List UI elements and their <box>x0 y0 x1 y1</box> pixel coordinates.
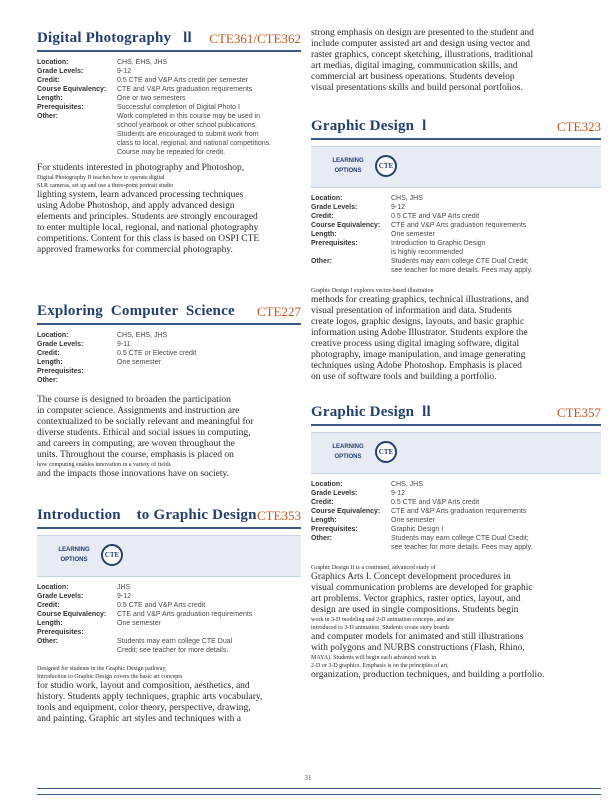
description-line: to enter multiple local, regional, and national photography <box>37 223 259 233</box>
detail-row <box>37 331 301 340</box>
detail-value-line: CTE and V&P Arts graduation requirements <box>391 508 527 515</box>
page-number: 31 <box>304 774 312 782</box>
detail-row <box>37 85 301 94</box>
detail-value-line: Students may earn college CTE Dual Credit; <box>391 258 529 265</box>
detail-row <box>311 516 601 525</box>
detail-row <box>37 58 301 67</box>
detail-value <box>391 239 486 257</box>
detail-value <box>117 76 248 85</box>
detail-value <box>117 67 131 76</box>
description-line: SLR cameras, set up and use a three-point portrait studio <box>37 183 174 189</box>
detail-row <box>37 601 301 610</box>
description-line: approved frameworks for commercial photography. <box>37 245 233 255</box>
detail-value <box>391 194 423 203</box>
detail-label: Location: <box>37 332 69 339</box>
detail-value-line: CHS, JHS <box>391 481 423 488</box>
detail-row <box>37 619 301 628</box>
description-line: introduced to 3-D animation. Students create story boards <box>311 625 450 631</box>
detail-label: Course Equivalency: <box>311 508 381 515</box>
course-title: Digital Photography ll <box>37 30 192 46</box>
detail-row <box>37 583 301 592</box>
description-line: techniques using Adobe Photoshop. Emphasis is placed <box>311 361 522 371</box>
detail-row <box>311 194 601 203</box>
detail-label: Other: <box>37 638 58 645</box>
detail-row <box>311 221 601 230</box>
course-graphic-design-2 <box>311 398 601 681</box>
detail-row <box>311 534 601 552</box>
detail-value-line: school yearbook or other school publications. <box>117 122 258 129</box>
learning-options-box <box>311 146 601 188</box>
description-line: information using Adobe Illustrator. Students explore the <box>311 328 528 338</box>
description-line: Graphic Design I explores vector-based illustration <box>311 288 434 294</box>
description-line: include computer assisted art and design using vector and <box>311 39 530 49</box>
description-line: For students interested in photography and Photoshop, <box>37 163 245 173</box>
description-line: Graphics Arts I. Concept development procedures in <box>311 572 511 582</box>
detail-value-line: Students may earn college CTE Dual Credit; <box>391 535 529 542</box>
course-code: CTE227 <box>256 304 301 319</box>
course-details <box>311 480 601 552</box>
detail-value <box>117 349 196 358</box>
detail-value <box>391 203 405 212</box>
description-line: Digital Photography II teaches how to operate digital <box>37 175 165 181</box>
detail-value-line: CTE and V&P Arts graduation requirements <box>117 611 253 618</box>
course-digital-photography-2 <box>37 24 301 256</box>
detail-row <box>37 637 301 655</box>
detail-label: Course Equivalency: <box>37 86 107 93</box>
description-line: creative process using digital imaging software, digital <box>311 339 520 349</box>
detail-row <box>37 376 301 385</box>
course-description <box>311 564 601 681</box>
detail-value-line: Work completed in this course may be used in <box>117 113 261 120</box>
detail-label: Credit: <box>37 350 60 357</box>
course-details <box>37 58 301 157</box>
detail-value <box>117 583 130 592</box>
detail-row <box>311 230 601 239</box>
detail-value-line: 0.5 CTE and V&P Arts credit <box>117 602 206 609</box>
detail-value-line: One semester <box>117 359 161 366</box>
course-code: CTE361/CTE362 <box>209 31 301 46</box>
detail-label: Grade Levels: <box>311 490 358 497</box>
course-header <box>37 24 301 52</box>
description-line: and painting. Graphic art styles and techniques with a <box>37 714 241 724</box>
course-code: CTE323 <box>556 119 601 134</box>
detail-label: Grade Levels: <box>37 341 84 348</box>
detail-label: Credit: <box>37 602 60 609</box>
detail-row <box>37 367 301 376</box>
description-line: art medias, digital imaging, communication skills, and <box>311 61 518 71</box>
description-line: history. Students apply techniques, graphic arts vocabulary, <box>37 692 263 702</box>
detail-value <box>391 516 435 525</box>
description-line: Designed for students in the Graphic Design pathway, <box>37 666 167 672</box>
detail-row <box>311 203 601 212</box>
detail-value-line: see teacher for more details. Fees may apply. <box>391 544 533 551</box>
detail-row <box>37 76 301 85</box>
detail-value <box>391 534 533 552</box>
detail-row <box>37 112 301 157</box>
learning-options-label: LEARNING OPTIONS <box>58 547 90 564</box>
detail-label: Length: <box>311 517 337 524</box>
detail-value-line: One or two semesters <box>117 95 186 102</box>
detail-value <box>117 103 240 112</box>
detail-label: Length: <box>37 359 63 366</box>
detail-value-line: is highly recommended <box>391 249 463 256</box>
learning-options-label: LEARNING OPTIONS <box>332 158 364 175</box>
description-line: using Adobe Photoshop, and apply advanced design <box>37 201 235 211</box>
detail-row <box>37 67 301 76</box>
detail-label: Prerequisites: <box>37 629 84 636</box>
description-line: 2-D or 3-D graphics. Emphasis is on the principles of art, <box>311 663 449 669</box>
detail-label: Other: <box>311 535 332 542</box>
detail-label: Prerequisites: <box>37 104 84 111</box>
course-code: CTE353 <box>256 508 301 523</box>
detail-label: Other: <box>37 377 58 384</box>
detail-value <box>117 610 252 619</box>
detail-value-line: 9-12 <box>117 593 132 600</box>
detail-value-line: 0.5 CTE and V&P Arts credit per semester <box>117 77 248 84</box>
detail-label: Length: <box>37 620 63 627</box>
detail-value <box>391 230 435 239</box>
description-line: create logos, graphic designs, layouts, and basic graphic <box>311 317 525 327</box>
detail-label: Location: <box>37 584 69 591</box>
detail-value-line: Students may earn college CTE Dual <box>117 638 233 645</box>
description-line: MAYA). Students will begin each advanced work in <box>311 655 437 661</box>
course-code: CTE357 <box>556 405 601 420</box>
detail-label: Grade Levels: <box>311 204 358 211</box>
detail-value <box>391 480 423 489</box>
detail-value <box>117 58 167 67</box>
detail-value-line: Students are encouraged to submit work from <box>117 131 259 138</box>
detail-row <box>37 340 301 349</box>
detail-value <box>117 592 131 601</box>
course-intro-graphic-design <box>37 501 301 725</box>
detail-value <box>117 112 271 157</box>
description-line: raster graphics, concept sketching, illustrations, traditional <box>311 50 534 60</box>
detail-row <box>311 489 601 498</box>
detail-row <box>37 349 301 358</box>
detail-value-line: 9-12 <box>391 204 406 211</box>
course-title: Introduction to Graphic Design <box>37 507 257 523</box>
learning-options-box <box>311 432 601 474</box>
description-line: how computing enables innovation in a variety of fields <box>37 462 171 468</box>
detail-value <box>391 212 479 221</box>
detail-value <box>117 331 167 340</box>
detail-row <box>37 628 301 637</box>
detail-label: Course Equivalency: <box>37 611 107 618</box>
learning-options-label: LEARNING OPTIONS <box>332 444 364 461</box>
detail-label: Grade Levels: <box>37 593 84 600</box>
detail-value-line: Course may be repeated for credit. <box>117 149 226 156</box>
description-line: visual presentations skills and build personal portfolios. <box>311 83 523 93</box>
detail-value-line: One semester <box>391 231 435 238</box>
detail-label: Course Equivalency: <box>311 222 381 229</box>
detail-value-line: 9-12 <box>117 68 132 75</box>
detail-label: Length: <box>37 95 63 102</box>
course-title: Graphic Design l <box>311 118 427 134</box>
description-line: strong emphasis on design are presented to the student and <box>311 28 534 38</box>
course-description <box>311 28 601 94</box>
description-line: elements and principles. Students are strongly encouraged <box>37 212 258 222</box>
course-intro-graphic-design-continued <box>311 28 601 94</box>
detail-value <box>391 507 526 516</box>
detail-value <box>391 525 443 534</box>
detail-value-line: Introduction to Graphic Design <box>391 240 486 247</box>
detail-row <box>311 212 601 221</box>
description-line: tools and equipment, color theory, perspective, drawing, <box>37 703 251 713</box>
description-line: art problems. Vector graphics, raster optics, layout, and <box>311 594 521 604</box>
description-line: The course is designed to broaden the participation <box>37 395 231 405</box>
description-line: photography, image manipulation, and image generating <box>311 350 526 360</box>
detail-row <box>37 103 301 112</box>
detail-label: Prerequisites: <box>311 526 358 533</box>
learning-options-box <box>37 535 301 577</box>
course-details <box>311 194 601 275</box>
detail-value-line: 9-12 <box>391 490 406 497</box>
description-line: and careers in computing, are woven throughout the <box>37 439 235 449</box>
description-line: in computer science. Assignments and instruction are <box>37 406 240 416</box>
description-line: visual presentation of information and data. Students <box>311 306 512 316</box>
detail-value-line: CHS, EHS, JHS <box>117 59 168 66</box>
description-line: competitions. Content for this class is based on OSPI CTE <box>37 234 260 244</box>
course-exploring-computer-science <box>37 297 301 480</box>
course-header <box>37 297 301 325</box>
detail-row <box>37 610 301 619</box>
detail-row <box>311 498 601 507</box>
detail-row <box>37 358 301 367</box>
detail-value-line: see teacher for more details. Fees may apply. <box>391 267 533 274</box>
description-line: and computer models for animated and still illustrations <box>311 632 524 642</box>
detail-row <box>37 94 301 103</box>
description-line: contextualized to be socially relevant and meaningful for <box>37 417 254 427</box>
detail-value-line: 9-11 <box>117 341 131 348</box>
description-line: visual communication problems are developed for graphic <box>311 583 533 593</box>
detail-label: Location: <box>311 481 343 488</box>
course-title: Exploring Computer Science <box>37 303 235 319</box>
description-line: on use of software tools and building a portfolio. <box>311 372 497 382</box>
detail-value-line: class to local, regional, and national competitions. <box>117 140 272 147</box>
cte-dual-credit-icon: CTE <box>101 544 123 566</box>
detail-value <box>391 489 405 498</box>
detail-value-line: 0.5 CTE or Elective credit <box>117 350 197 357</box>
course-header <box>37 501 301 529</box>
course-details <box>37 331 301 385</box>
course-header <box>311 398 601 426</box>
description-line: work in 3-D modeling and 2-D animation concepts, and are <box>311 617 454 623</box>
description-line: organization, production techniques, and building a portfolio. <box>311 670 545 680</box>
detail-value <box>391 257 533 275</box>
detail-row <box>311 480 601 489</box>
detail-label: Credit: <box>311 213 334 220</box>
description-line: units. Throughout the course, emphasis is placed on <box>37 450 234 460</box>
detail-value <box>117 358 161 367</box>
course-graphic-design-1 <box>311 112 601 383</box>
detail-value-line: 0.5 CTE and V&P Arts credit <box>391 499 480 506</box>
detail-label: Location: <box>37 59 69 66</box>
detail-value-line: One semester <box>391 517 435 524</box>
description-line: for studio work, layout and composition, aesthetics, and <box>37 681 250 691</box>
footer-rule <box>37 788 601 795</box>
description-line: diverse students. Ethical and social issues in computing, <box>37 428 251 438</box>
detail-value-line: One semester <box>117 620 161 627</box>
cte-dual-credit-icon: CTE <box>375 155 397 177</box>
detail-value-line: JHS <box>117 584 131 591</box>
detail-value-line: 0.5 CTE and V&P Arts credit <box>391 213 480 220</box>
detail-label: Credit: <box>37 77 60 84</box>
detail-row <box>311 257 601 275</box>
detail-label: Location: <box>311 195 343 202</box>
detail-value <box>117 637 232 655</box>
detail-value-line: Credit; see teacher for more details. <box>117 647 229 654</box>
course-description <box>37 665 301 725</box>
description-line: and the impacts those innovations have on society. <box>37 469 229 479</box>
detail-value <box>391 498 479 507</box>
description-line: design are used in single compositions. Students begin <box>311 605 519 615</box>
detail-label: Prerequisites: <box>37 368 84 375</box>
detail-row <box>311 239 601 257</box>
detail-label: Prerequisites: <box>311 240 358 247</box>
detail-label: Credit: <box>311 499 334 506</box>
detail-value <box>117 85 252 94</box>
course-title: Graphic Design ll <box>311 404 431 420</box>
course-details <box>37 583 301 655</box>
description-line: lighting system, learn advanced processing techniques <box>37 190 244 200</box>
cte-dual-credit-icon: CTE <box>375 441 397 463</box>
description-line: Introduction to Graphic Design covers the basic art concepts <box>37 674 183 680</box>
detail-value-line: CHS, EHS, JHS <box>117 332 168 339</box>
course-description <box>311 287 601 383</box>
detail-row <box>311 507 601 516</box>
detail-label: Other: <box>37 113 58 120</box>
detail-row <box>37 592 301 601</box>
detail-value <box>117 94 185 103</box>
description-line: with polygons and NURBS constructions (Flash, Rhino, <box>311 643 525 653</box>
description-line: methods for creating graphics, technical illustrations, and <box>311 295 529 305</box>
detail-label: Length: <box>311 231 337 238</box>
detail-label: Other: <box>311 258 332 265</box>
detail-value <box>117 619 161 628</box>
course-header <box>311 112 601 140</box>
detail-label: Grade Levels: <box>37 68 84 75</box>
detail-value-line: Graphic Design I <box>391 526 444 533</box>
course-description <box>37 395 301 480</box>
course-description <box>37 163 301 256</box>
detail-value-line: CTE and V&P Arts graduation requirements <box>391 222 527 229</box>
detail-value-line: CHS, JHS <box>391 195 423 202</box>
detail-value <box>391 221 526 230</box>
description-line: Graphic Design II is a continued, advanced study of <box>311 565 436 571</box>
detail-value <box>117 340 131 349</box>
detail-value-line: CTE and V&P Arts graduation requirements <box>117 86 253 93</box>
detail-value <box>117 601 205 610</box>
detail-row <box>311 525 601 534</box>
detail-value-line: Successful completion of Digital Photo I <box>117 104 240 111</box>
description-line: commercial art business operations. Students develop <box>311 72 515 82</box>
